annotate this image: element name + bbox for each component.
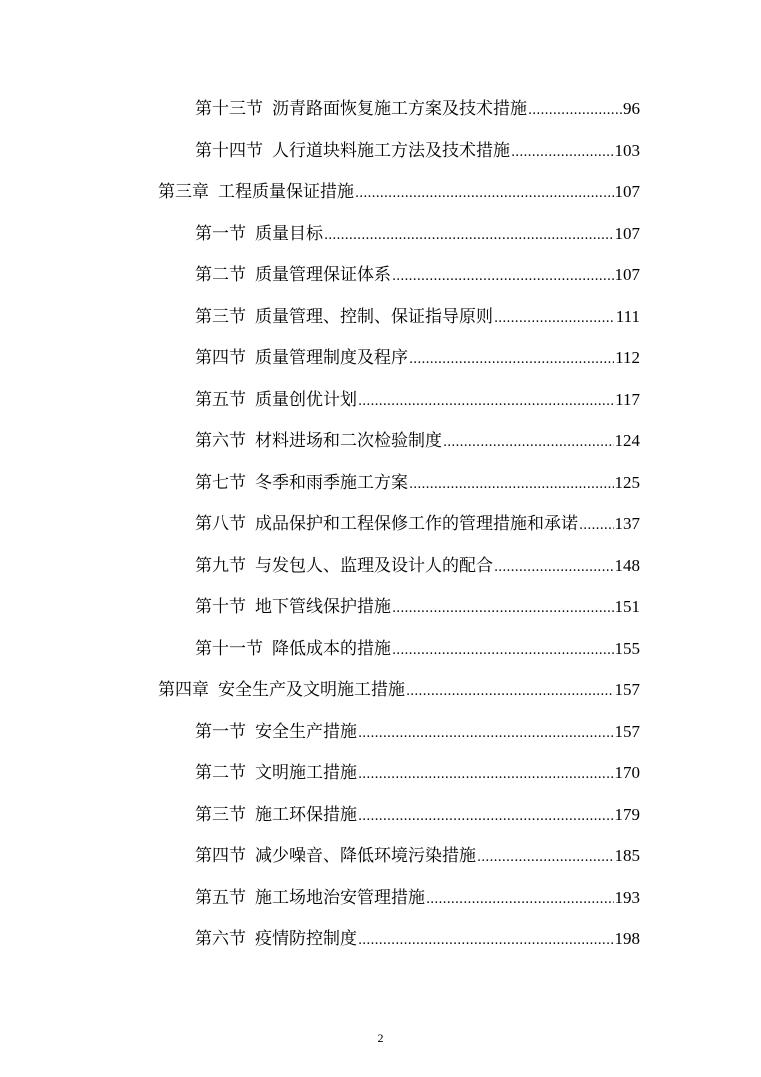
toc-entry-title: 安全生产措施 <box>255 722 357 742</box>
dot-leader <box>358 763 614 787</box>
toc-entry-title: 人行道块料施工方法及技术措施 <box>272 141 510 161</box>
dot-leader <box>579 514 614 538</box>
toc-entry-title: 施工场地治安管理措施 <box>255 888 425 908</box>
dot-leader <box>358 722 614 746</box>
toc-entry-page: 107 <box>614 224 640 243</box>
dot-leader <box>477 846 614 870</box>
toc-entry-label: 第三节 <box>195 307 246 327</box>
toc-entry-page: 111 <box>615 307 640 326</box>
toc-entry-label: 第十一节 <box>195 639 263 659</box>
toc-entry-label: 第四节 <box>195 846 246 866</box>
toc-entry[interactable] <box>195 222 640 246</box>
toc-entry[interactable] <box>195 346 640 370</box>
toc-entry[interactable] <box>195 761 640 785</box>
toc-entry[interactable] <box>195 512 640 536</box>
toc-entry-page: 117 <box>615 390 640 409</box>
toc-entry-page: 107 <box>614 265 640 284</box>
toc-entry-label: 第五节 <box>195 888 246 908</box>
toc-entry-page: 151 <box>614 597 640 616</box>
toc-entry-title: 地下管线保护措施 <box>255 597 391 617</box>
toc-entry[interactable] <box>195 471 640 495</box>
dot-leader <box>358 390 614 414</box>
toc-entry-label: 第六节 <box>195 431 246 451</box>
toc-entry-title: 降低成本的措施 <box>272 639 391 659</box>
toc-entry-page: 107 <box>614 182 640 201</box>
toc-entry-page: 112 <box>615 348 640 367</box>
dot-leader <box>324 224 614 248</box>
toc-entry[interactable] <box>158 678 640 702</box>
toc-entry-page: 157 <box>614 680 640 699</box>
toc-entry-title: 施工环保措施 <box>255 805 357 825</box>
toc-entry-title: 质量管理制度及程序 <box>255 348 408 368</box>
toc-entry-label: 第二节 <box>195 265 246 285</box>
toc-entry-title: 减少噪音、降低环境污染措施 <box>255 846 476 866</box>
toc-entry-label: 第十四节 <box>195 141 263 161</box>
dot-leader <box>358 929 614 953</box>
toc-entry-page: 157 <box>614 722 640 741</box>
toc-entry[interactable] <box>195 139 640 163</box>
dot-leader <box>392 597 614 621</box>
toc-entry[interactable] <box>195 720 640 744</box>
toc-entry-title: 成品保护和工程保修工作的管理措施和承诺 <box>255 514 578 534</box>
toc-entry-title: 材料进场和二次检验制度 <box>255 431 442 451</box>
toc-entry-page: 148 <box>614 556 640 575</box>
dot-leader <box>409 473 614 497</box>
toc-entry-page: 125 <box>614 473 640 492</box>
toc-entry-label: 第一节 <box>195 722 246 742</box>
toc-entry-page: 179 <box>614 805 640 824</box>
toc-entry-label: 第一节 <box>195 224 246 244</box>
toc-entry[interactable] <box>195 554 640 578</box>
toc-entry-label: 第十三节 <box>195 99 263 119</box>
toc-entry-page: 193 <box>614 888 640 907</box>
toc-entry[interactable] <box>195 803 640 827</box>
dot-leader <box>355 182 614 206</box>
toc-entry[interactable] <box>195 886 640 910</box>
toc-entry[interactable] <box>195 637 640 661</box>
toc-entry-title: 质量目标 <box>255 224 323 244</box>
toc-entry-title: 文明施工措施 <box>255 763 357 783</box>
toc-entry-page: 137 <box>614 514 640 533</box>
dot-leader <box>511 141 614 165</box>
toc-entry[interactable] <box>195 927 640 951</box>
toc-entry-title: 工程质量保证措施 <box>218 182 354 202</box>
dot-leader <box>358 805 614 829</box>
toc-entry[interactable] <box>195 429 640 453</box>
toc-entry-label: 第五节 <box>195 390 246 410</box>
toc-entry-label: 第四节 <box>195 348 246 368</box>
dot-leader <box>494 307 615 331</box>
toc-entry[interactable] <box>195 388 640 412</box>
toc-entry-title: 沥青路面恢复施工方案及技术措施 <box>272 99 527 119</box>
dot-leader <box>406 680 614 704</box>
toc-entry[interactable] <box>158 180 640 204</box>
toc-entry-label: 第七节 <box>195 473 246 493</box>
toc-entry-title: 冬季和雨季施工方案 <box>255 473 408 493</box>
dot-leader <box>443 431 614 455</box>
toc-entry-label: 第四章 <box>158 680 209 700</box>
toc-entry-title: 疫情防控制度 <box>255 929 357 949</box>
dot-leader <box>494 556 614 580</box>
toc-entry-label: 第三节 <box>195 805 246 825</box>
dot-leader <box>426 888 614 912</box>
toc-entry[interactable] <box>195 595 640 619</box>
toc-entry-page: 185 <box>614 846 640 865</box>
toc-entry-label: 第六节 <box>195 929 246 949</box>
toc-entry-page: 170 <box>614 763 640 782</box>
toc-entry[interactable] <box>195 305 640 329</box>
toc-entry-label: 第九节 <box>195 556 246 576</box>
footer-page-number: 2 <box>377 1031 384 1045</box>
toc-entry[interactable] <box>195 263 640 287</box>
toc-entry-page: 124 <box>614 431 640 450</box>
dot-leader <box>528 99 622 123</box>
toc-entry-title: 与发包人、监理及设计人的配合 <box>255 556 493 576</box>
toc-entry-page: 155 <box>614 639 640 658</box>
toc-entry-title: 质量管理保证体系 <box>255 265 391 285</box>
toc-entry-label: 第二节 <box>195 763 246 783</box>
toc-entry-page: 103 <box>614 141 640 160</box>
toc-entry[interactable] <box>195 844 640 868</box>
toc-entry-label: 第三章 <box>158 182 209 202</box>
toc-entry-title: 质量创优计划 <box>255 390 357 410</box>
toc-entry-label: 第八节 <box>195 514 246 534</box>
toc-entry-page: 198 <box>614 929 640 948</box>
dot-leader <box>409 348 614 372</box>
toc-entry-page: 96 <box>623 99 640 118</box>
toc-entry-title: 质量管理、控制、保证指导原则 <box>255 307 493 327</box>
dot-leader <box>392 639 614 663</box>
dot-leader <box>392 265 614 289</box>
toc-entry[interactable] <box>195 97 640 121</box>
toc-entry-title: 安全生产及文明施工措施 <box>218 680 405 700</box>
toc-entry-label: 第十节 <box>195 597 246 617</box>
